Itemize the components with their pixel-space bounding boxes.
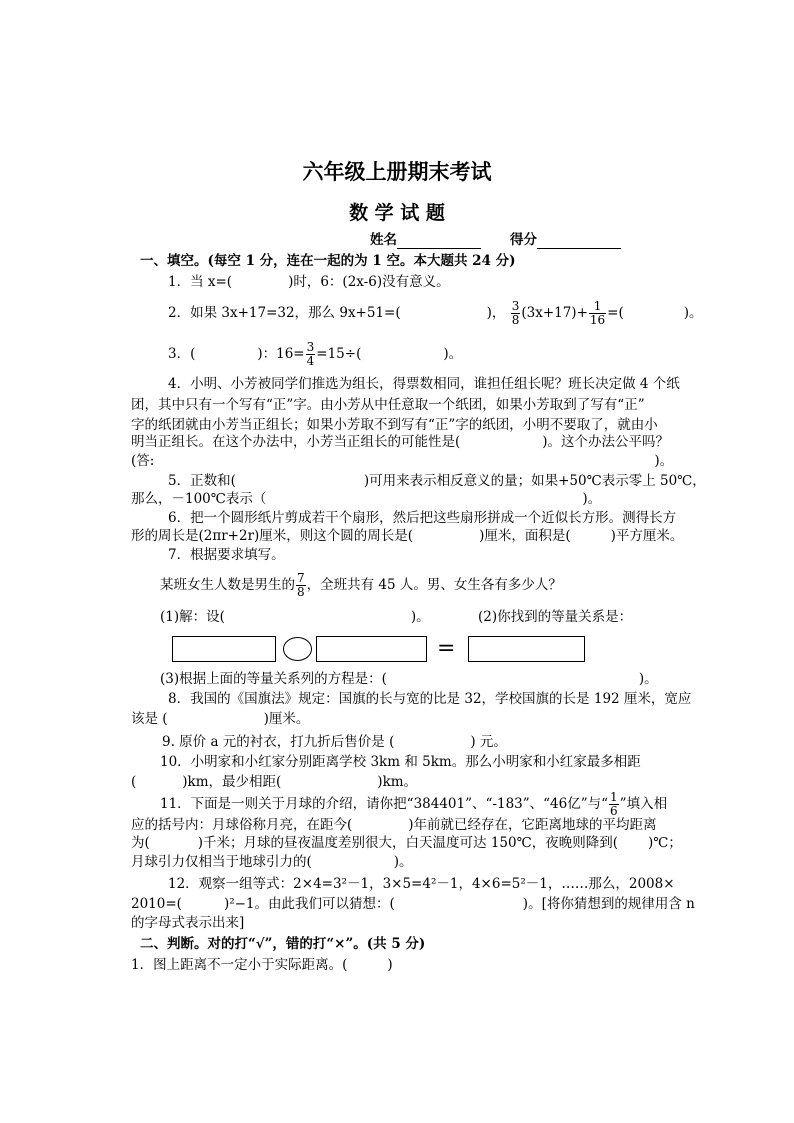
question-7-problem: 某班女生人数是男生的 $\frac{7}{8}$ ，全班共有 45 人。男、女生各有多少人？ [160,571,562,599]
question-7-part-1: (1)解：设( )。 [160,609,430,625]
section-2-heading: 二、判断。对的打“√”，错的打“×”。(共 5 分) [140,936,426,952]
fraction: $\frac{3}{4}$ [306,340,315,368]
operator-oval[interactable] [283,637,312,661]
judgment-question-1: 1．图上距离不一定小于实际距离。( ) [131,957,393,973]
equation-box-right[interactable] [468,636,585,662]
name-field[interactable] [370,231,481,249]
question-4-line-3: 字的纸团就由小芳当正组长；如果小芳取不到写有“正”字的纸团，小明不要取了，就由小 [131,417,658,433]
question-3: 3．( )：16= $\frac{3}{4}$ =15÷( )。 [168,340,463,368]
question-4-line-2: 团，其中只有一个写有“正”字。由小芳从中任意取一个纸团，如果小芳取到了写有“正” [131,397,645,413]
fraction: $\frac{1}{6}$ [610,790,618,818]
score-field[interactable] [510,231,621,249]
question-5-line-1: 5．正数和( )可用来表示相反意义的量；如果+50℃表示零上 50℃， [168,473,706,489]
question-11-line-1: 11．下面是一则关于月球的介绍，请你把“384401”、“-183”、“46亿”与“ $\frac{1}{6}$ ”填入相 [160,790,668,818]
score-label: 得分 [510,232,537,248]
question-11-line-4: 月球引力仅相当于地球引力的( )。 [131,854,413,870]
page-subtitle: 数 学 试 题 [349,202,445,224]
equation-box-middle[interactable] [316,636,427,662]
question-4-line-5: (答: )。 [131,453,674,469]
question-9: 9. 原价 a 元的衬衣，打九折后售价是 ( ) 元。 [162,734,507,750]
question-6-line-2: 形的周长是(2πr+2r)厘米，则这个圆的周长是( )厘米，面积是( )平方厘米。 [131,528,684,544]
question-4-line-4: 明当正组长。在这个办法中，小芳当正组长的可能性是( )。这个办法公平吗？ [131,434,670,450]
question-8-line-1: 8．我国的《国旗法》规定：国旗的长与宽的比是 32，学校国旗的长是 192 厘米，宽应 [168,691,692,707]
question-10-line-2: ( )km，最少相距( )km。 [131,774,418,790]
question-10-line-1: 10．小明家和小红家分别距离学校 3km 和 5km。那么小明家和小红家最多相距 [160,754,641,770]
name-label: 姓名 [370,232,397,248]
fraction: $\frac{3}{8}$ [511,299,520,327]
question-6-line-1: 6．把一个圆形纸片剪成若干个扇形，然后把这些扇形拼成一个近似长方形。测得长方 [168,510,677,526]
question-1: 1．当 x=( )时，6：(2x-6)没有意义。 [168,274,450,290]
fraction: $\frac{7}{8}$ [297,571,305,599]
fraction: $\frac{1}{16}$ [589,299,606,327]
question-11-line-2: 应的括号内：月球俗称月亮，在距今( )年前就已经存在，它距离地球的平均距离 [131,817,657,833]
question-2: 2．如果 3x+17=32，那么 9x+51=( )， $\frac{3}{8}$ (3x+17)+ $\frac{1}{16}$ =( )。 [168,299,703,327]
question-7-heading: 7．根据要求填写。 [168,547,285,563]
question-4-line-1: 4．小明、小芳被同学们推选为组长，得票数相同，谁担任组长呢？班长决定做 4 个纸 [168,376,680,392]
page-title: 六年级上册期末考试 [302,159,492,184]
question-7-part-3: (3)根据上面的等量关系列的方程是：( )。 [160,671,658,687]
equals-sign: = [437,636,456,661]
equation-box-left[interactable] [172,636,276,662]
question-5-line-2: 那么，－100℃表示（ )。 [131,491,602,507]
question-8-line-2: 该是 ( )厘米。 [131,711,310,727]
question-7-part-2: (2)你找到的等量关系是： [478,609,633,625]
question-12-line-2: 2010=( )²−1。由此我们可以猜想：( )。[将你猜想到的规律用含 n [131,896,695,912]
question-11-line-3: 为( )千米；月球的昼夜温度差别很大，白天温度可达 150℃，夜晚则降到( )℃； [131,835,682,851]
question-12-line-1: 12．观察一组等式：2×4=3²－1，3×5=4²－1，4×6=5²－1，……那么，2008× [168,876,675,892]
section-1-heading: 一、填空。(每空 1 分，连在一起的为 1 空。本大题共 24 分) [140,253,516,269]
question-12-line-3: 的字母式表示出来] [131,915,245,931]
